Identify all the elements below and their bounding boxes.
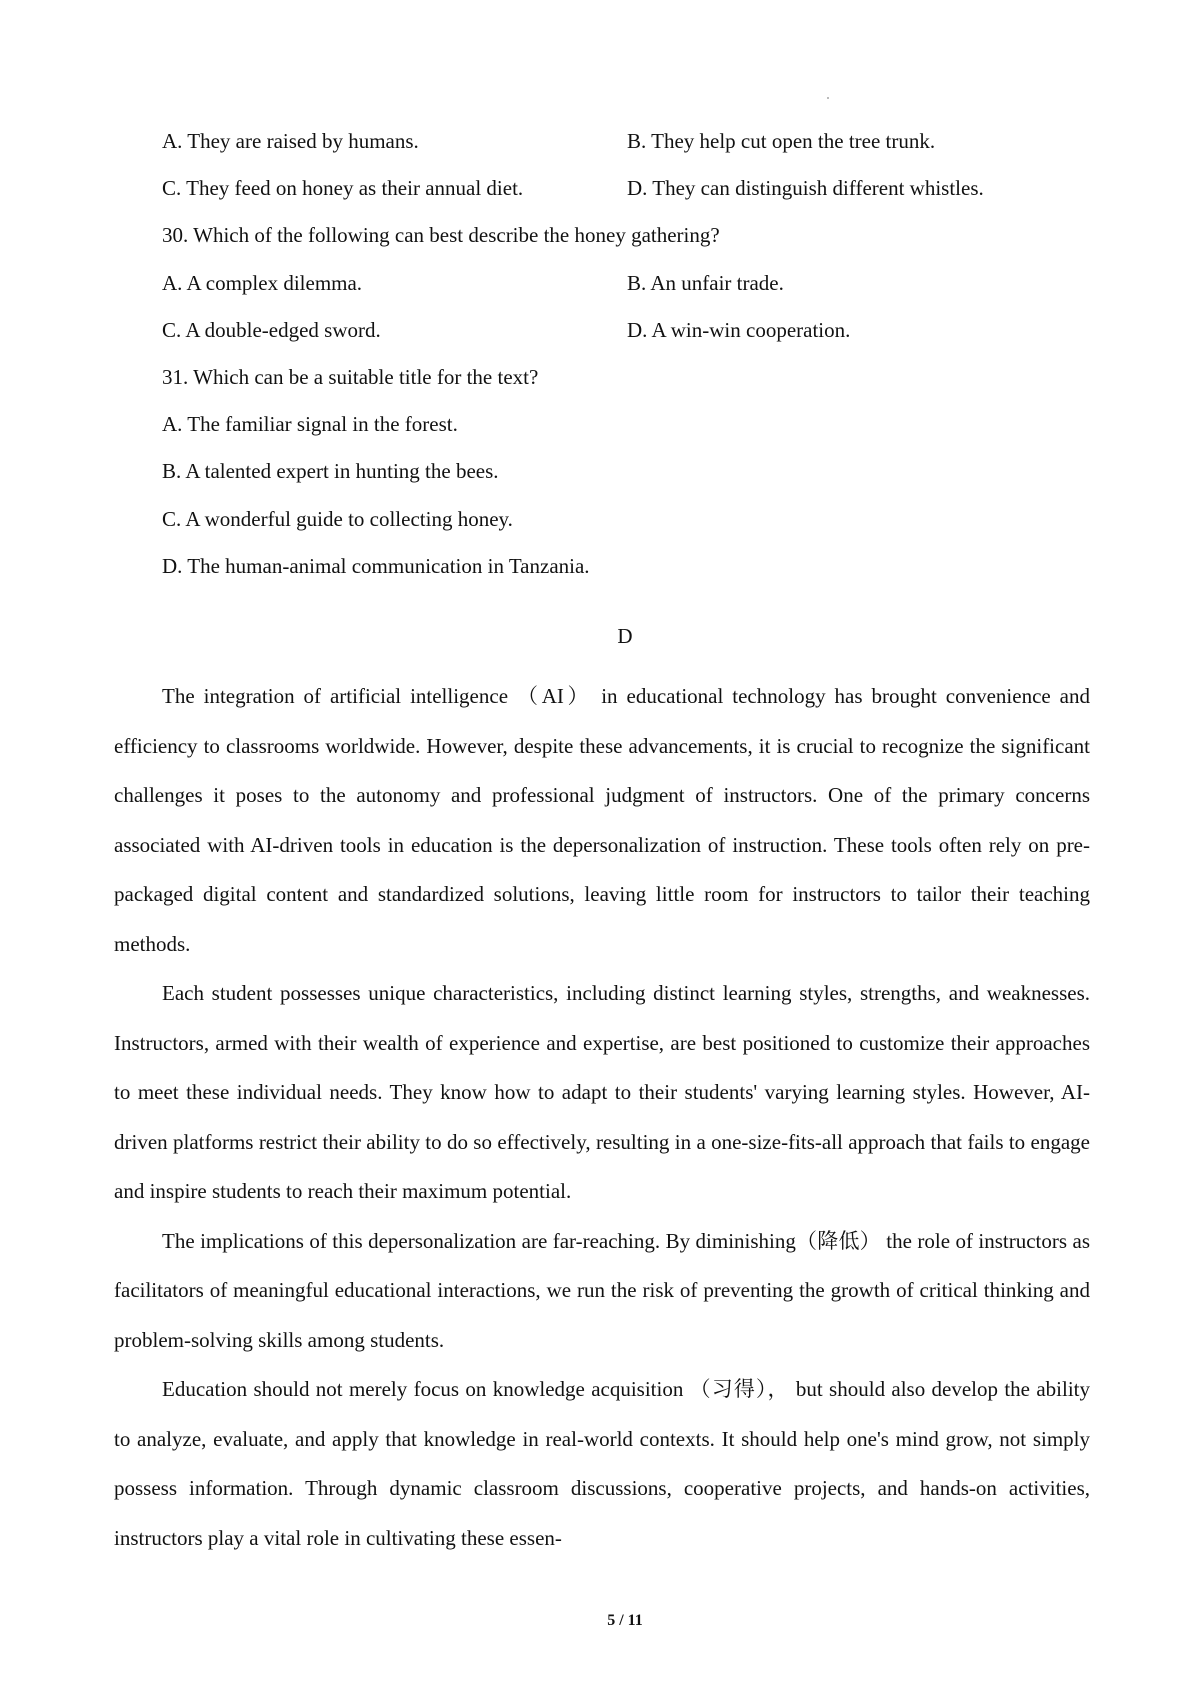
- q29-option-c: C. They feed on honey as their annual diet.: [162, 176, 524, 200]
- passage-paragraph-4: Education should not merely focus on knowledge acquisition （习得）， but should also develop the ability to analyze, evaluate, and apply that knowledge in real-world contexts. It should help one's mind grow, not simply possess information. Through dynamic classroom discussions, cooperative projects, and hands-on activities, instructors play a vital role in cultivating these essen-: [114, 1377, 1090, 1550]
- q30-option-c: C. A double-edged sword.: [162, 318, 381, 342]
- q30-option-a: A. A complex dilemma.: [162, 271, 363, 295]
- q31-question: 31. Which can be a suitable title for the text?: [162, 365, 539, 389]
- q29-option-b: B. They help cut open the tree trunk.: [627, 129, 936, 153]
- q31-option-a: A. The familiar signal in the forest.: [162, 412, 458, 436]
- q30-option-b: B. An unfair trade.: [627, 271, 784, 295]
- q31-option-b: B. A talented expert in hunting the bees.: [162, 459, 499, 483]
- page-number: 5 / 11: [607, 1612, 643, 1629]
- q29-option-a: A. They are raised by humans.: [162, 129, 419, 153]
- q31-option-d: D. The human-animal communication in Tanzania.: [162, 554, 590, 578]
- passage-paragraph-3: The implications of this depersonalization are far-reaching. By diminishing（降低） the role of instructors as facilitators of meaningful educational interactions, we run the risk of preventing the growth of critical thinking and problem-solving skills among students.: [114, 1228, 1090, 1352]
- passage-paragraph-2: Each student possesses unique characteristics, including distinct learning styles, strengths, and weaknesses. Instructors, armed with their wealth of experience and expertise, are best positioned to customize their approaches to meet these individual needs. They know how to adapt to their students' varying learning styles. However, AI-driven platforms restrict their ability to do so effectively, resulting in a one-size-fits-all approach that fails to engage and inspire students to reach their maximum potential.: [114, 981, 1090, 1203]
- q30-option-d: D. A win-win cooperation.: [627, 318, 851, 342]
- q31-option-c: C. A wonderful guide to collecting honey.: [162, 507, 513, 531]
- q29-option-d: D. They can distinguish different whistles.: [627, 176, 984, 200]
- passage-paragraph-1: The integration of artificial intelligence （AI） in educational technology has brought convenience and efficiency to classrooms worldwide. However, despite these advancements, it is crucial to recognize the significant challenges it poses to the autonomy and professional judgment of instructors. One of the primary concerns associated with AI-driven tools in education is the depersonalization of instruction. These tools often rely on pre-packaged digital content and standardized solutions, leaving little room for instructors to tailor their teaching methods.: [114, 684, 1090, 956]
- section-heading: D: [617, 624, 633, 648]
- scan-speck: [827, 97, 829, 99]
- reading-passage: [114, 672, 1090, 1563]
- q30-question: 30. Which of the following can best describe the honey gathering?: [162, 223, 720, 247]
